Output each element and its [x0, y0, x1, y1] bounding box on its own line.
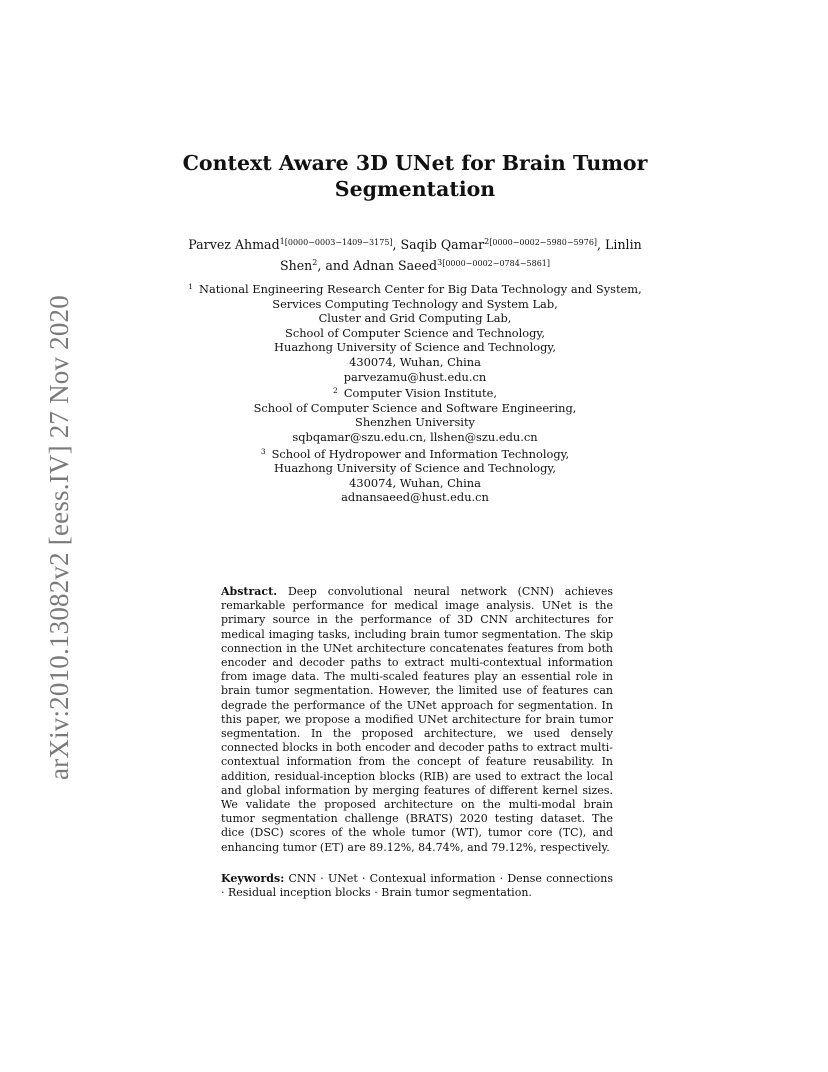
affiliation-email: adnansaeed@hust.edu.cn [341, 490, 489, 505]
affiliation-line: $^1$ National Engineering Research Center for Big Data Technology and System, [188, 282, 642, 296]
title-line-1: Context Aware 3D UNet for Brain Tumor [182, 151, 648, 175]
affiliation-line: School of Computer Science and Technology, [285, 325, 545, 340]
paper-title [180, 150, 650, 202]
affiliation-mark: 1 [279, 237, 285, 246]
author-list: Parvez Ahmad$^{1[0000-0003-1409-3175]}$, Saqib Qamar$^{2[0000-0002-5980-5976]}$, Linlin Shen$^2$, and Adnan Saeed$^{3[0000-0002-0784-5861]}$ [188, 237, 642, 274]
orcid-id: [0000−0003−1409−3175] [284, 238, 393, 248]
keywords [221, 872, 613, 900]
affiliation-list [170, 280, 660, 505]
affiliation-email: sqbqamar@szu.edu.cn, llshen@szu.edu.cn [292, 429, 538, 444]
affiliation-line: $^2$ Computer Vision Institute, [333, 386, 497, 401]
author-name: Linlin Shen [279, 237, 642, 274]
author-name: Parvez Ahmad [188, 237, 280, 253]
affiliation-line: Services Computing Technology and System Lab, [272, 296, 558, 311]
affiliation-number: 2 [333, 386, 338, 396]
arxiv-side-stamp: arXiv:2010.13082v2 [eess.IV] 27 Nov 2020 [44, 295, 74, 780]
affiliation-line: Cluster and Grid Computing Lab, [318, 311, 512, 326]
keywords-text: CNN · UNet · Contexual information · Dense connections · Residual inception blocks · Brain tumor segmentation. [221, 872, 613, 900]
affiliation-email: parvezamu@hust.edu.cn [343, 369, 487, 384]
affiliation-mark: 2 [484, 237, 490, 246]
affiliation-number: 1 [188, 282, 194, 291]
abstract-text: Deep convolutional neural network (CNN) achieves remarkable performance for medical image analysis. UNet is the primary source in the performance of 3D CNN architectures for medical imaging tasks, including brain tumor segmentation. The skip connection in the UNet architecture concatenates features from both encoder and decoder paths to extract multi-contextual information from image data. The multi-scaled features play an essential role in brain tumor segmentation. However, the limited use of features can degrade the performance of the UNet approach for segmentation. In this paper, we propose a modified UNet architecture for brain tumor segmentation. In the proposed architecture, we used densely connected blocks in both encoder and decoder paths to extract multi-contextual information from the concept of feature reusability. In addition, residual-inception blocks (RIB) are used to extract the local and global information by merging features of different kernel sizes. We validate the proposed architecture on the multi-modal brain tumor segmentation challenge (BRATS) 2020 testing dataset. The dice (DSC) scores of the whole tumor (WT), tumor core (TC), and enhancing tumor (ET) are 89.12%, 84.74%, and 79.12%, respectively. [221, 585, 613, 854]
abstract [221, 585, 613, 855]
abstract-label: Abstract. [221, 585, 278, 598]
affiliation-line: School of Computer Science and Software Engineering, [253, 400, 577, 415]
title-line-2: Segmentation [334, 177, 496, 201]
affiliation-mark: 3 [437, 258, 443, 268]
affiliation-line: Huazhong University of Science and Technology, [274, 461, 556, 476]
affiliation-line: Huazhong University of Science and Technology, [274, 340, 556, 355]
affiliation-line: 430074, Wuhan, China [349, 475, 481, 490]
affiliation-line: 430074, Wuhan, China [349, 354, 481, 369]
affiliation-number: 3 [260, 446, 266, 456]
author-name: Adnan Saeed [353, 258, 438, 274]
orcid-id: [0000−0002−0784−5861] [442, 259, 550, 269]
affiliation-mark: 2 [312, 258, 318, 268]
author-name: Saqib Qamar [400, 237, 485, 253]
orcid-id: [0000−0002−5980−5976] [489, 238, 598, 248]
keywords-label: Keywords: [221, 872, 285, 885]
author-conjunction: and [325, 258, 350, 274]
affiliation-line: Shenzhen University [355, 415, 475, 430]
affiliation-line: $^3$ School of Hydropower and Information Technology, [260, 446, 570, 461]
